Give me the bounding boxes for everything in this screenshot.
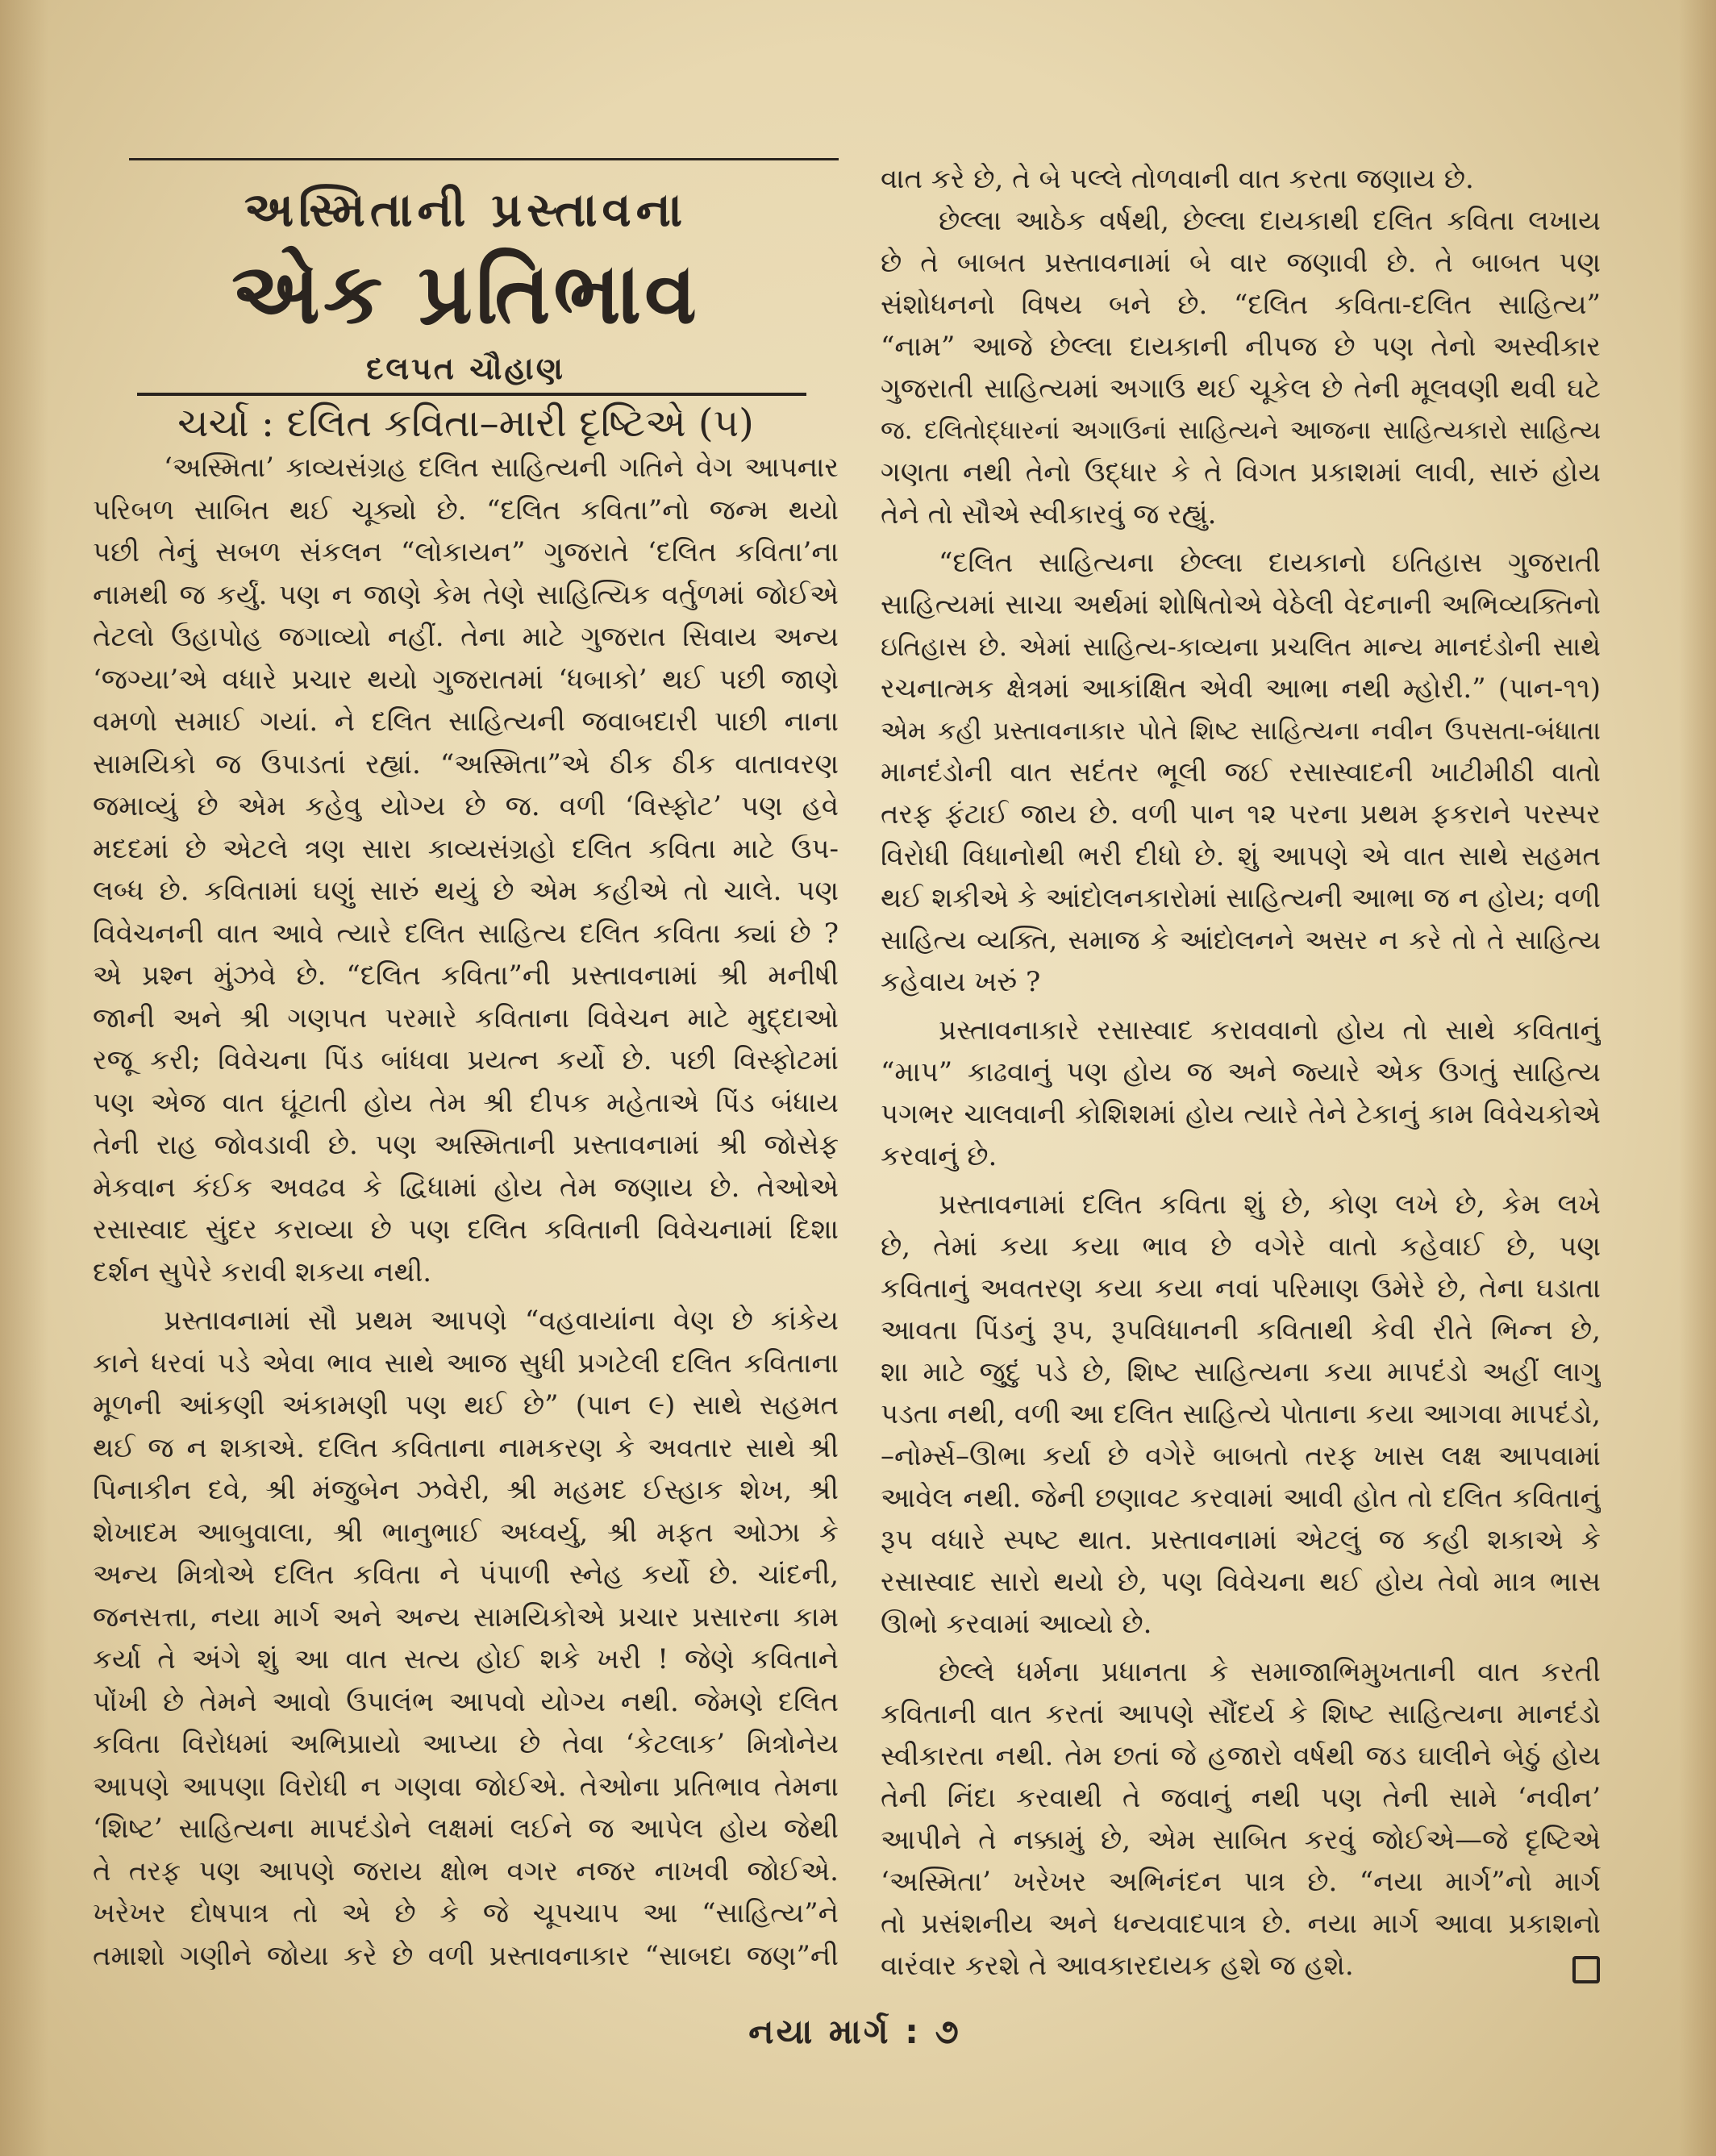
body-line: “માપ” કાઢવાનું પણ હોય જ અને જ્યારે એક ઉગતું સાહિત્ય (881, 1056, 1601, 1088)
paper-edge-right (1679, 0, 1716, 2156)
body-line: કવિતા વિરોધમાં અભિપ્રાયો આપ્યા છે તેવા ‘કેટલાક’ મિત્રોનેય (93, 1728, 839, 1760)
body-line: “દલિત સાહિત્યના છેલ્લા દાયકાનો ઇતિહાસ ગુજરાતી (939, 547, 1601, 579)
body-line: વિરોધી વિધાનોથી ભરી દીધો છે. શું આપણે એ વાત સાથે સહમત (881, 840, 1601, 872)
body-line: જમાવ્યું છે એમ કહેવુ યોગ્ય છે જ. વળી ‘વિસ્ફોટ’ પણ હવે (93, 790, 839, 822)
body-line: ‘અસ્મિતા’ કાવ્યસંગ્રહ દલિત સાહિત્યની ગતિને વેગ આપનાર (164, 452, 839, 484)
body-line: જ. દલિતોદ્ધારનાં અગાઉનાં સાહિત્યને આજના સાહિત્યકારો સાહિત્ય (881, 416, 1601, 445)
body-line: કરવાનું છે. (881, 1140, 998, 1172)
body-line: શા માટે જુદું પડે છે, શિષ્ટ સાહિત્યના કયા માપદંડો અહીં લાગુ (881, 1356, 1601, 1388)
body-line: કવિતાનું અવતરણ કયા કયા નવાં પરિમાણ ઉમેરે છે, તેના ઘડાતા (881, 1272, 1601, 1305)
end-of-article-square-icon (1572, 1956, 1600, 1983)
body-line: સંશોધનનો વિષય બને છે. “દલિત કવિતા-દલિત સાહિત્ય” (881, 289, 1601, 321)
body-line: “નામ” આજે છેલ્લા દાયકાની નીપજ છે પણ તેનો અસ્વીકાર (881, 331, 1601, 363)
body-line: પ્રસ્તાવનામાં સૌ પ્રથમ આપણે “વહવાયાંના વેણ છે કાંકેય (164, 1305, 839, 1337)
body-line: ઇતિહાસ છે. એમાં સાહિત્ય-કાવ્યના પ્રચલિત માન્ય માનદંડોની સાથે (881, 631, 1601, 662)
body-line: તો પ્રસંશનીય અને ધન્યવાદપાત્ર છે. નયા માર્ગ આવા પ્રકાશનો (881, 1908, 1601, 1940)
body-line: આપણે આપણા વિરોધી ન ગણવા જોઈએ. તેઓના પ્રતિભાવ તેમના (93, 1770, 839, 1803)
text-column-right (881, 158, 1601, 2012)
body-line: તેટલો ઉહાપોહ જગાવ્યો નહીં. તેના માટે ગુજરાત સિવાય અન્ય (93, 621, 839, 653)
body-line: માનદંડોની વાત સદંતર ભૂલી જઈ રસાસ્વાદની ખાટીમીઠી વાતો (881, 756, 1601, 789)
body-line: અન્ય મિત્રોએ દલિત કવિતા ને પંપાળી સ્નેહ કર્યો છે. ચાંદની, (93, 1559, 839, 1591)
article-title: એક પ્રતિભાવ (231, 244, 700, 343)
body-line: રસાસ્વાદ સારો થયો છે, પણ વિવેચના થઈ હોય તેવો માત્ર ભાસ (881, 1566, 1601, 1598)
body-line: ગુજરાતી સાહિત્યમાં અગાઉ થઈ ચૂકેલ છે તેની મૂલવણી થવી ઘટે (881, 373, 1601, 405)
body-line: વાત કરે છે, તે બે પલ્લે તોળવાની વાત કરતા જણાય છે. (881, 163, 1474, 195)
body-line: છે, તેમાં કયા કયા ભાવ છે વગેરે વાતો કહેવાઈ છે, પણ (881, 1230, 1601, 1263)
body-line: તેની નિંદા કરવાથી તે જવાનું નથી પણ તેની સામે ‘નવીન’ (881, 1782, 1601, 1814)
body-line: વારંવાર કરશે તે આવકારદાયક હશે જ હશે. (881, 1950, 1354, 1982)
body-line: ગણતા નથી તેનો ઉદ્ધાર કે તે વિગત પ્રકાશમાં લાવી, સારું હોય (881, 456, 1601, 489)
body-line: તમાશો ગણીને જોયા કરે છે વળી પ્રસ્તાવનાકાર “સાબદા જણ”ની (93, 1939, 839, 1972)
body-line: જનસત્તા, નયા માર્ગ અને અન્ય સામયિકોએ પ્રચાર પ્રસારના કામ (93, 1600, 839, 1634)
body-line: ‘અસ્મિતા’ ખરેખર અભિનંદન પાત્ર છે. “નયા માર્ગ”નો માર્ગ (881, 1866, 1601, 1898)
body-line: નામથી જ કર્યું. પણ ન જાણે કેમ તેણે સાહિત્યિક વર્તુળમાં જોઈએ (93, 578, 839, 611)
header-top-rule (129, 158, 839, 160)
body-line: –નોર્મ્સ–ઊભા કર્યા છે વગેરે બાબતો તરફ ખાસ લક્ષ આપવામાં (881, 1440, 1601, 1472)
body-line: તેની રાહ જોવડાવી છે. પણ અસ્મિતાની પ્રસ્તાવનામાં શ્રી જોસેફ (93, 1129, 839, 1161)
body-line: પોંખી છે તેમને આવો ઉપાલંભ આપવો યોગ્ય નથી. જેમણે દલિત (93, 1685, 839, 1718)
body-line: ‘જગ્યા’એ વધારે પ્રચાર થયો ગુજરાતમાં ‘ધબાકો’ થઈ પછી જાણે (93, 663, 839, 696)
body-line: મદદમાં છે એટલે ત્રણ સારા કાવ્યસંગ્રહો દલિત કવિતા માટે ઉપ- (93, 832, 839, 865)
body-line: પ્રસ્તાવનામાં દલિત કવિતા શું છે, કોણ લખે છે, કેમ લખે (939, 1188, 1601, 1221)
body-line: પરિબળ સાબિત થઈ ચૂક્યો છે. “દલિત કવિતા”નો જન્મ થયો (93, 493, 839, 527)
body-line: રજૂ કરી; વિવેચના પિંડ બાંધવા પ્રયત્ન કર્યો છે. પછી વિસ્ફોટમાં (93, 1044, 839, 1076)
body-line: રૂપ વધારે સ્પષ્ટ થાત. પ્રસ્તાવનામાં એટલું જ કહી શકાએ કે (881, 1524, 1601, 1556)
body-line: સ્વીકારતા નથી. તેમ છતાં જે હજારો વર્ષથી જડ ઘાલીને બેઠું હોય (881, 1740, 1601, 1772)
body-line: તે તરફ પણ આપણે જરાય ક્ષોભ વગર નજર નાખવી જોઈએ. (93, 1854, 839, 1888)
body-line: શેખાદમ આબુવાલા, શ્રી ભાનુભાઈ અધ્વર્યુ, શ્રી મફત ઓઝા કે (93, 1516, 839, 1549)
body-line: તરફ ફંટાઈ જાય છે. વળી પાન ૧૨ પરના પ્રથમ ફકરાને પરસ્પર (881, 798, 1601, 830)
body-line: સાહિત્ય વ્યક્તિ, સમાજ કે આંદોલનને અસર ન કરે તો તે સાહિત્ય (881, 924, 1601, 955)
body-line: જાની અને શ્રી ગણપત પરમારે કવિતાના વિવેચન માટે મુદ્દાઓ (93, 1001, 839, 1034)
paper-edge-left (0, 0, 48, 2156)
body-line: મેકવાન કંઈક અવઢવ કે દ્વિધામાં હોય તેમ જણાય છે. તેઓએ (93, 1171, 839, 1204)
body-line: એમ કહી પ્રસ્તાવનાકાર પોતે શિષ્ટ સાહિત્યના નવીન ઉપસતા-બંધાતા (881, 715, 1601, 746)
body-line: પગભર ચાલવાની કોશિશમાં હોય ત્યારે તેને ટેકાનું કામ વિવેચકોએ (881, 1098, 1601, 1130)
body-line: થઈ જ ન શકાએ. દલિત કવિતાના નામકરણ કે અવતાર સાથે શ્રી (93, 1431, 839, 1464)
body-line: થઈ શકીએ કે આંદોલનકારોમાં સાહિત્યની આભા જ ન હોય; વળી (881, 882, 1601, 914)
body-line: પ્રસ્તાવનાકારે રસાસ્વાદ કરાવવાનો હોય તો સાથે કવિતાનું (939, 1014, 1601, 1047)
body-line: કવિતાની વાત કરતાં આપણે સૌંદર્ય કે શિષ્ટ સાહિત્યના માનદંડો (881, 1698, 1601, 1730)
header-divider-rule (137, 393, 806, 396)
article-series-heading: ચર્ચા : દલિત કવિતા–મારી દૃષ્ટિએ (૫) (177, 401, 754, 446)
body-line: સામયિકો જ ઉપાડતાં રહ્યાં. “અસ્મિતા”એ ઠીક ઠીક વાતાવરણ (93, 747, 839, 780)
body-line: સાહિત્યમાં સાચા અર્થમાં શોષિતોએ વેઠેલી વેદનાની અભિવ્યક્તિનો (881, 589, 1601, 621)
body-line: વિવેચનની વાત આવે ત્યારે દલિત સાહિત્ય દલિત કવિતા ક્યાં છે ? (93, 917, 839, 950)
article-author: દલપત ચૌહાણ (366, 351, 565, 386)
body-line: ખરેખર દોષપાત્ર તો એ છે કે જે ચૂપચાપ આ “સાહિત્ય”ને (93, 1897, 839, 1929)
body-line: વમળો સમાઈ ગયાં. ને દલિત સાહિત્યની જવાબદારી પાછી નાના (93, 705, 839, 738)
body-line: તેને તો સૌએ સ્વીકારવું જ રહ્યું. (881, 498, 1217, 531)
body-line: લબ્ધ છે. કવિતામાં ઘણું સારું થયું છે એમ કહીએ તો ચાલે. પણ (93, 875, 839, 907)
body-line: ઊભો કરવામાં આવ્યો છે. (881, 1608, 1152, 1640)
body-line: આવેલ નથી. જેની છણાવટ કરવામાં આવી હોત તો દલિત કવિતાનું (881, 1482, 1601, 1514)
body-line: પછી તેનું સબળ સંકલન “લોકાયન” ગુજરાતે ‘દલિત કવિતા’ના (93, 536, 839, 568)
body-line: રચનાત્મક ક્ષેત્રમાં આકાંક્ષિત એવી આભા નથી મ્હોરી.” (પાન-૧૧) (881, 672, 1601, 705)
body-line: રસાસ્વાદ સુંદર કરાવ્યા છે પણ દલિત કવિતાની વિવેચનામાં દિશા (93, 1213, 839, 1246)
body-line: એ પ્રશ્ન મુંઝવે છે. “દલિત કવિતા”ની પ્રસ્તાવનામાં શ્રી મનીષી (93, 959, 839, 992)
body-line: છેલ્લે ધર્મના પ્રધાનતા કે સમાજાભિમુખતાની વાત કરતી (939, 1656, 1601, 1688)
article-kicker: અસ્મિતાની પ્રસ્તાવના (244, 182, 688, 237)
page-footer-label: નયા માર્ગ : ૭ (748, 2012, 961, 2051)
body-line: મૂળની આંકણી અંકામણી પણ થઈ છે” (પાન ૯) સાથે સહમત (93, 1389, 839, 1421)
body-line: છે તે બાબત પ્રસ્તાવનામાં બે વાર જણાવી છે. તે બાબત પણ (881, 247, 1601, 279)
body-line: પિનાકીન દવે, શ્રી મંજુબેન ઝવેરી, શ્રી મહમદ ઈસ્હાક શેખ, શ્રી (93, 1474, 839, 1506)
body-line: આવતા પિંડનું રૂપ, રૂપવિધાનની કવિતાથી કેવી રીતે ભિન્ન છે, (881, 1314, 1601, 1346)
body-line: કર્યા તે અંગે શું આ વાત સત્ય હોઈ શકે ખરી ! જેણે કવિતાને (93, 1643, 839, 1675)
body-line: દર્શન સુપેરે કરાવી શકયા નથી. (93, 1255, 432, 1288)
body-line: આપીને તે નક્કામું છે, એમ સાબિત કરવું જોઈએ—જે દૃષ્ટિએ (881, 1824, 1601, 1856)
body-line: પડતા નથી, વળી આ દલિત સાહિત્યે પોતાના કયા આગવા માપદંડો, (881, 1398, 1601, 1430)
body-line: કાને ધરવાં પડે એવા ભાવ સાથે આજ સુધી પ્રગટેલી દલિત કવિતાના (93, 1346, 839, 1380)
body-line: ‘શિષ્ટ’ સાહિત્યના માપદંડોને લક્ષમાં લઈને જ આપેલ હોય જેથી (93, 1813, 839, 1845)
body-line: કહેવાય ખરું ? (881, 966, 1041, 998)
body-line: છેલ્લા આઠેક વર્ષથી, છેલ્લા દાયકાથી દલિત કવિતા લખાય (939, 205, 1601, 237)
body-line: પણ એજ વાત ઘૂંટાતી હોય તેમ શ્રી દીપક મહેતાએ પિંડ બંધાય (93, 1086, 839, 1119)
text-column-left (93, 447, 839, 1995)
